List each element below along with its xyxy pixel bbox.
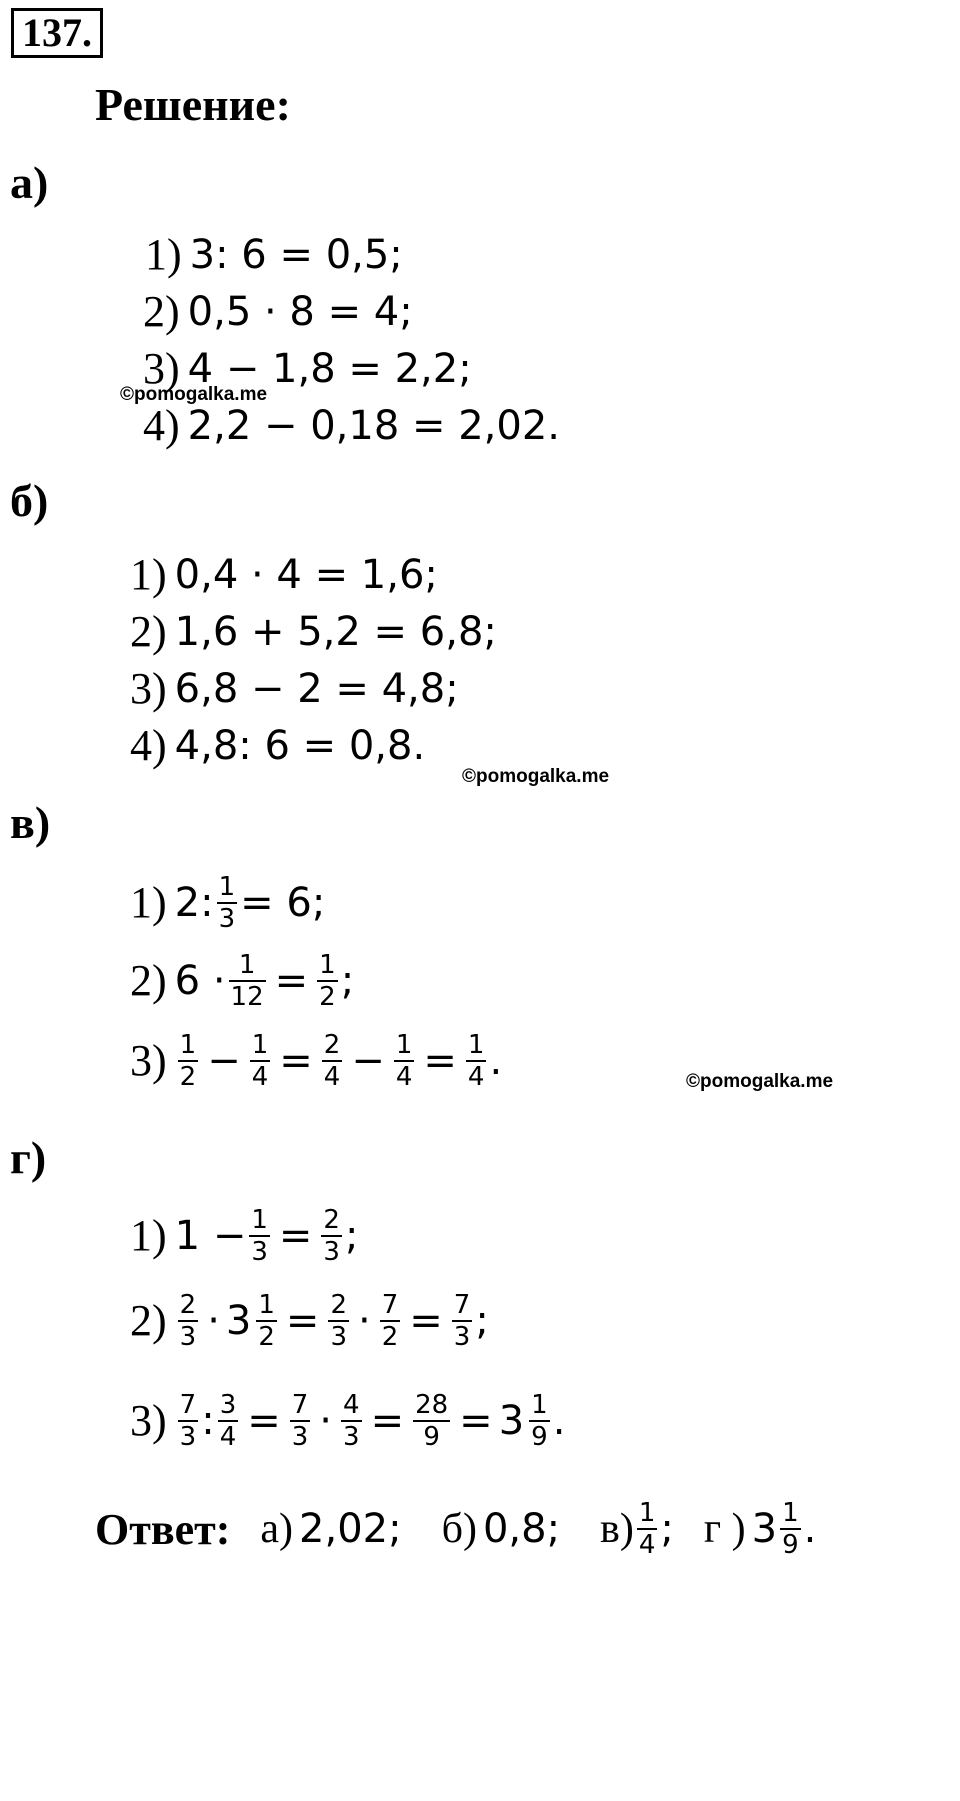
expr-part: 6 · [174,958,226,1004]
part-a-line-2 [143,287,413,336]
punctuation: . [552,1398,566,1444]
punctuation: . [803,1506,817,1552]
line-expression: 4,8: 6 = 0,8. [174,723,426,769]
denominator: 3 [179,1322,197,1352]
problem-number: 137. [11,8,103,58]
whole-number: 3 [498,1398,525,1444]
operator: = [279,1038,313,1084]
fraction [529,1390,550,1452]
fraction [178,1030,199,1092]
part-a-line-4 [143,401,560,450]
answer-b-value: 0,8; [482,1506,561,1552]
operator: − [351,1038,385,1084]
numerator: 1 [638,1498,656,1528]
fraction [218,1390,239,1452]
expr-part: 2: [174,880,214,926]
fraction [317,950,338,1012]
fraction [466,1030,487,1092]
denominator: 3 [291,1422,309,1452]
numerator: 2 [323,1030,341,1060]
line-index: 2) [143,287,180,336]
punctuation: ; [660,1506,674,1552]
answer-g-label: г ) [703,1506,746,1552]
denominator: 3 [343,1422,360,1452]
line-index: 1) [130,878,167,927]
numerator: 1 [251,1205,268,1235]
denominator: 3 [453,1322,471,1352]
whole-number: 3 [751,1506,778,1552]
answer-a [260,1505,401,1553]
fraction [380,1290,401,1352]
numerator: 3 [219,1390,237,1420]
fraction [328,1290,349,1352]
part-a-label: а) [10,157,49,208]
denominator: 12 [230,982,264,1012]
fraction [250,1030,271,1092]
line-index: 2) [130,1296,167,1345]
numerator: 1 [238,950,256,980]
numerator: 1 [179,1030,197,1060]
line-expression: 0,4 · 4 = 1,6; [174,552,438,598]
answer-b [442,1505,560,1553]
operator: = [247,1398,281,1444]
fraction [637,1498,658,1560]
numerator: 1 [782,1498,799,1528]
operator: = [285,1298,320,1344]
answer-a-label: а) [260,1506,294,1552]
denominator: 9 [423,1422,440,1452]
line-index: 2) [130,607,167,656]
fraction [413,1390,450,1452]
numerator: 1 [319,950,336,980]
punctuation: ; [344,1213,359,1259]
line-index: 2) [130,956,167,1005]
denominator: 9 [531,1422,548,1452]
fraction [780,1498,801,1560]
numerator: 7 [381,1290,399,1320]
fraction [217,872,238,934]
fraction [178,1390,199,1452]
part-g-line-2 [130,1290,489,1352]
numerator: 1 [395,1030,413,1060]
line-expression: 1,6 + 5,2 = 6,8; [174,609,497,655]
part-v-line-2 [130,950,354,1012]
solution-heading: Решение: [95,79,291,130]
answer-line [95,1498,816,1560]
fraction [394,1030,415,1092]
fraction [290,1390,311,1452]
numerator: 1 [467,1030,485,1060]
line-index: 3) [130,1036,167,1085]
watermark: ©pomogalka.me [120,384,268,405]
part-g-line-1 [130,1205,358,1267]
line-expression: 6,8 − 2 = 4,8; [174,666,459,712]
denominator: 2 [381,1322,399,1352]
denominator: 3 [330,1322,347,1352]
numerator: 4 [343,1390,360,1420]
watermark: ©pomogalka.me [686,1071,834,1092]
watermark: ©pomogalka.me [462,766,610,787]
numerator: 2 [179,1290,197,1320]
punctuation: . [489,1038,503,1084]
answer-g [704,1498,816,1560]
answer-b-label: б) [441,1506,477,1552]
line-index: 4) [143,401,180,450]
part-g-label: г) [10,1132,47,1183]
operator: · [319,1398,333,1444]
part-v-line-3 [130,1030,502,1092]
part-v-label: в) [10,797,51,848]
denominator: 4 [219,1422,237,1452]
numerator: 28 [415,1390,449,1420]
operator: = [423,1038,457,1084]
line-expression: 4 − 1,8 = 2,2; [187,346,472,392]
fraction [341,1390,362,1452]
whole-number: 3 [225,1298,252,1344]
denominator: 4 [395,1062,413,1092]
denominator: 2 [258,1322,275,1352]
operator: = [459,1398,493,1444]
denominator: 4 [467,1062,485,1092]
numerator: 2 [330,1290,347,1320]
denominator: 2 [179,1062,197,1092]
punctuation: ; [475,1298,489,1344]
denominator: 3 [251,1237,268,1267]
denominator: 2 [319,982,336,1012]
numerator: 7 [291,1390,309,1420]
denominator: 3 [218,904,236,934]
fraction [256,1290,277,1352]
numerator: 1 [218,872,236,902]
part-v-line-1 [130,872,325,934]
numerator: 7 [179,1390,197,1420]
operator: : [201,1398,215,1444]
denominator: 4 [638,1530,656,1560]
numerator: 1 [251,1030,269,1060]
numerator: 2 [323,1205,340,1235]
operator: = [409,1298,443,1344]
part-b-line-3 [130,664,459,713]
line-index: 1) [130,550,167,599]
fraction [452,1290,473,1352]
line-index: 3) [130,664,167,713]
answer-v-label: в) [600,1506,634,1552]
answer-a-value: 2,02; [299,1506,402,1552]
line-index: 4) [130,721,167,770]
denominator: 4 [323,1062,341,1092]
fraction [321,1205,342,1267]
numerator: 1 [258,1290,275,1320]
denominator: 4 [251,1062,269,1092]
line-index: 3) [130,1396,167,1445]
fraction [178,1290,199,1352]
line-expression: 2,2 − 0,18 = 2,02. [187,403,560,449]
fraction [229,950,266,1012]
denominator: 3 [179,1422,197,1452]
numerator: 1 [531,1390,548,1420]
line-index: 3) [143,344,180,393]
operator: · [357,1298,371,1344]
part-a-line-3 [143,344,472,393]
line-index: 1) [145,230,182,279]
expr-part: 1 − [174,1213,247,1259]
part-b-line-1 [130,550,438,599]
line-expression: 0,5 · 8 = 4; [187,289,413,335]
fraction [322,1030,343,1092]
line-index: 1) [130,1211,167,1260]
part-a-line-1 [145,230,403,279]
part-g-line-3 [130,1390,565,1452]
punctuation: ; [340,958,355,1004]
part-b-line-2 [130,607,497,656]
operator: · [207,1298,220,1344]
operator: = [274,958,309,1004]
denominator: 9 [782,1530,799,1560]
fraction [249,1205,270,1267]
numerator: 7 [453,1290,471,1320]
operator: − [207,1038,241,1084]
operator: = [278,1213,313,1259]
expr-part: = 6; [240,880,326,926]
part-b-label: б) [10,475,49,526]
answer-v [600,1498,674,1560]
denominator: 3 [323,1237,340,1267]
answer-label: Ответ: [95,1504,231,1554]
line-expression: 3: 6 = 0,5; [189,232,403,278]
part-b-line-4 [130,721,426,770]
operator: = [370,1398,405,1444]
